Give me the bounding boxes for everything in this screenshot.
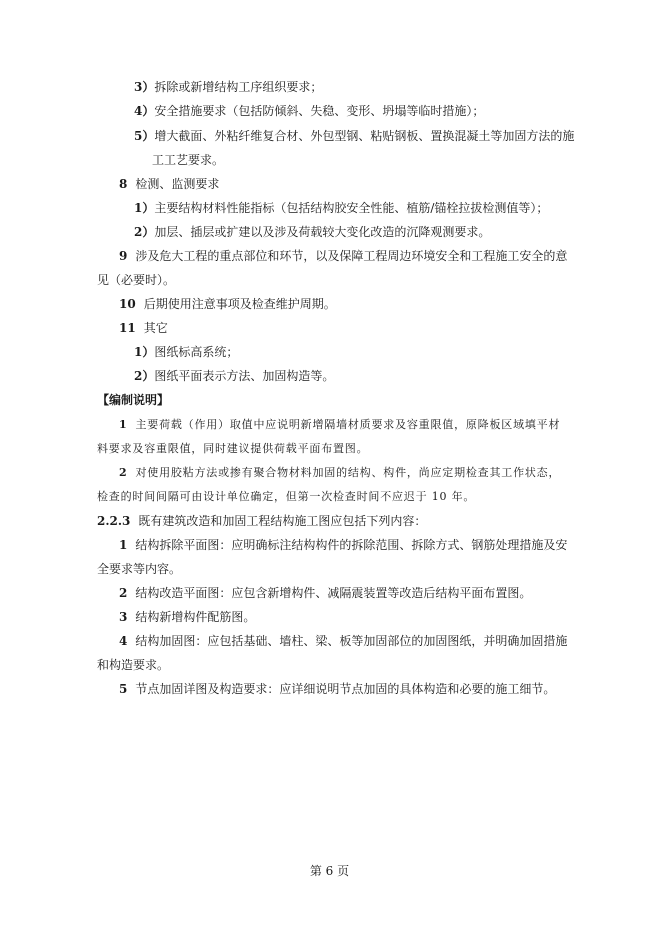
note-continuation <box>97 441 368 457</box>
list-item <box>134 79 322 95</box>
note-text: 检查的时间间隔可由设计单位确定，但第一次检查时间不应迟于 10 年。 <box>97 490 476 503</box>
list-item <box>119 248 567 264</box>
item-number: 1 <box>119 538 128 552</box>
explanation-heading: 【编制说明】 <box>97 393 170 407</box>
list-item-continuation <box>97 657 169 673</box>
item-number: 3） <box>134 80 155 94</box>
note-item <box>119 417 560 433</box>
note-text: 料要求及容重限值，同时建议提供荷载平面布置图。 <box>97 442 369 455</box>
list-item <box>119 537 567 553</box>
item-number: 8 <box>119 177 128 191</box>
item-text: 见（必要时）。 <box>97 273 176 287</box>
list-item <box>119 609 255 625</box>
item-text: 图纸平面表示方法、加固构造等。 <box>154 369 335 383</box>
item-text: 工工艺要求。 <box>152 153 225 167</box>
item-text: 全要求等内容。 <box>97 562 182 576</box>
item-number: 9 <box>119 249 128 263</box>
item-text: 节点加固详图及构造要求：应详细说明节点加固的具体构造和必要的施工细节。 <box>135 682 556 696</box>
list-item <box>134 103 484 119</box>
list-item <box>119 320 168 336</box>
list-item-continuation <box>97 272 175 288</box>
item-text: 结构加固图：应包括基础、墙柱、梁、板等加固部位的加固图纸，并明确加固措施 <box>135 634 568 648</box>
item-number: 4） <box>134 104 155 118</box>
item-text: 和构造要求。 <box>97 658 170 672</box>
list-item-continuation <box>97 561 181 577</box>
section-text: 既有建筑改造和加固工程结构施工图应包括下列内容： <box>138 514 427 528</box>
item-text: 图纸标高系统； <box>154 345 239 359</box>
item-text: 拆除或新增结构工序组织要求； <box>154 80 323 94</box>
item-text: 安全措施要求（包括防倾斜、失稳、变形、坍塌等临时措施）； <box>154 104 485 118</box>
note-number: 2 <box>119 466 128 479</box>
item-number: 2） <box>134 225 155 239</box>
list-item <box>134 344 238 360</box>
list-item <box>134 200 548 216</box>
note-number: 1 <box>119 418 128 431</box>
item-text: 主要结构材料性能指标（包括结构胶安全性能、植筋/锚栓拉拔检测值等）； <box>154 201 549 215</box>
list-item <box>119 633 567 649</box>
note-text: 主要荷载（作用）取值中应说明新增隔墙材质要求及容重限值，原降板区域填平材 <box>135 418 561 431</box>
section-heading <box>97 513 426 529</box>
note-continuation <box>97 489 475 505</box>
list-item-continuation <box>152 152 224 168</box>
list-item <box>119 176 219 192</box>
list-item <box>134 128 574 144</box>
item-number: 11 <box>119 321 136 335</box>
item-number: 1） <box>134 201 155 215</box>
note-item <box>119 465 560 481</box>
page-number: 第 6 页 <box>309 864 350 878</box>
list-item <box>119 585 531 601</box>
list-item <box>134 368 334 384</box>
item-text: 结构拆除平面图：应明确标注结构构件的拆除范围、拆除方式、钢筋处理措施及安 <box>135 538 568 552</box>
note-text: 对使用胶粘方法或掺有聚合物材料加固的结构、构件，尚应定期检查其工作状态， <box>135 466 561 479</box>
item-number: 3 <box>119 610 128 624</box>
item-text: 检测、监测要求 <box>135 177 220 191</box>
list-item <box>134 224 490 240</box>
item-number: 10 <box>119 297 136 311</box>
item-text: 增大截面、外粘纤维复合材、外包型钢、粘贴钢板、置换混凝土等加固方法的施 <box>154 129 575 143</box>
list-item <box>119 681 555 697</box>
item-text: 加层、插层或扩建以及涉及荷载较大变化改造的沉降观测要求。 <box>154 225 491 239</box>
item-number: 1） <box>134 345 155 359</box>
item-text: 其它 <box>143 321 168 335</box>
item-number: 2） <box>134 369 155 383</box>
item-text: 后期使用注意事项及检查维护周期。 <box>143 297 336 311</box>
item-number: 4 <box>119 634 128 648</box>
item-text: 结构改造平面图：应包含新增构件、减隔震装置等改造后结构平面布置图。 <box>135 586 532 600</box>
item-text: 涉及危大工程的重点部位和环节，以及保障工程周边环境安全和工程施工安全的意 <box>135 249 568 263</box>
item-text: 结构新增构件配筋图。 <box>135 610 256 624</box>
item-number: 5 <box>119 682 128 696</box>
item-number: 5） <box>134 129 155 143</box>
section-number: 2.2.3 <box>97 514 131 528</box>
list-item <box>119 296 336 312</box>
item-number: 2 <box>119 586 128 600</box>
